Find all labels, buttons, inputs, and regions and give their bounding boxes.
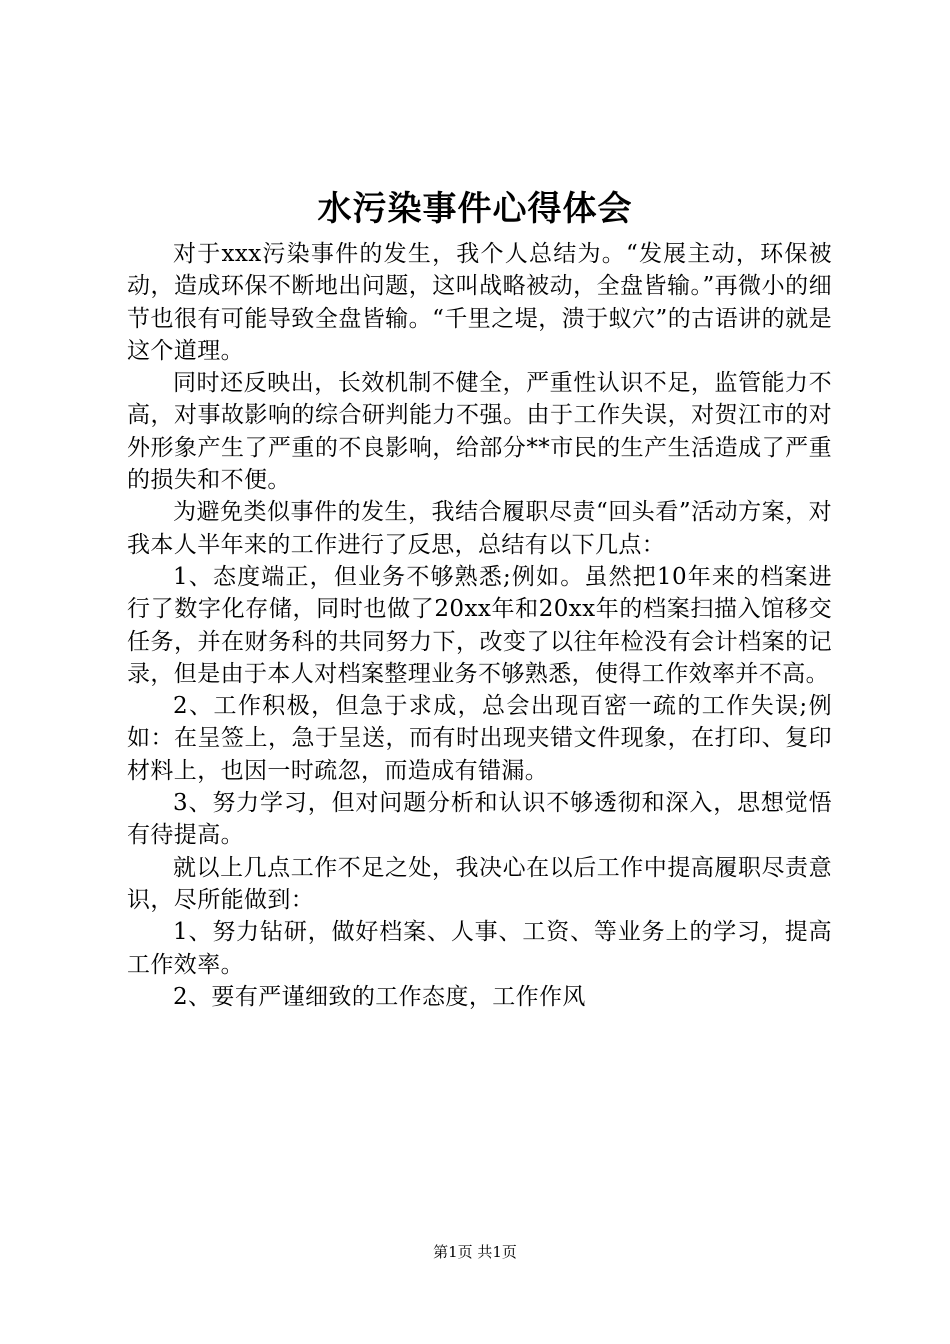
paragraph: 就以上几点工作不足之处，我决心在以后工作中提高履职尽责意识，尽所能做到：	[127, 854, 832, 913]
paragraph: 2、要有严谨细致的工作态度，工作作风	[173, 983, 586, 1010]
document-title: 水污染事件心得体会	[317, 189, 633, 229]
paragraph: 3、努力学习，但对问题分析和认识不够透彻和深入，思想觉悟有待提高。	[127, 790, 832, 849]
document-body	[127, 238, 832, 1013]
paragraph: 对于xxx污染事件的发生，我个人总结为。“发展主动，环保被动，造成环保不断地出问题，这叫战略被动，全盘皆输。”再微小的细节也很有可能导致全盘皆输。“千里之堤，溃于蚁穴”的古语讲的就是这个道理。	[127, 241, 832, 364]
paragraph: 1、态度端正，但业务不够熟悉;例如。虽然把10年来的档案进行了数字化存储，同时也做了20xx年和20xx年的档案扫描入馆移交任务，并在财务科的共同努力下，改变了以往年检没有会计档案的记录，但是由于本人对档案整理业务不够熟悉，使得工作效率并不高。	[127, 563, 832, 687]
paragraph: 为避免类似事件的发生，我结合履职尽责“回头看”活动方案，对我本人半年来的工作进行了反思，总结有以下几点：	[127, 499, 832, 558]
page-number-footer: 第1页 共1页	[433, 1243, 517, 1261]
paragraph: 2、工作积极，但急于求成，总会出现百密一疏的工作失误;例如：在呈签上，急于呈送，而有时出现夹错文件现象，在打印、复印材料上，也因一时疏忽，而造成有错漏。	[127, 693, 832, 784]
paragraph: 1、努力钻研，做好档案、人事、工资、等业务上的学习，提高工作效率。	[127, 919, 832, 978]
paragraph: 同时还反映出，长效机制不健全，严重性认识不足，监管能力不高，对事故影响的综合研判能力不强。由于工作失误，对贺江市的对外形象产生了严重的不良影响，给部分**市民的生产生活造成了严重的损失和不便。	[127, 370, 832, 494]
